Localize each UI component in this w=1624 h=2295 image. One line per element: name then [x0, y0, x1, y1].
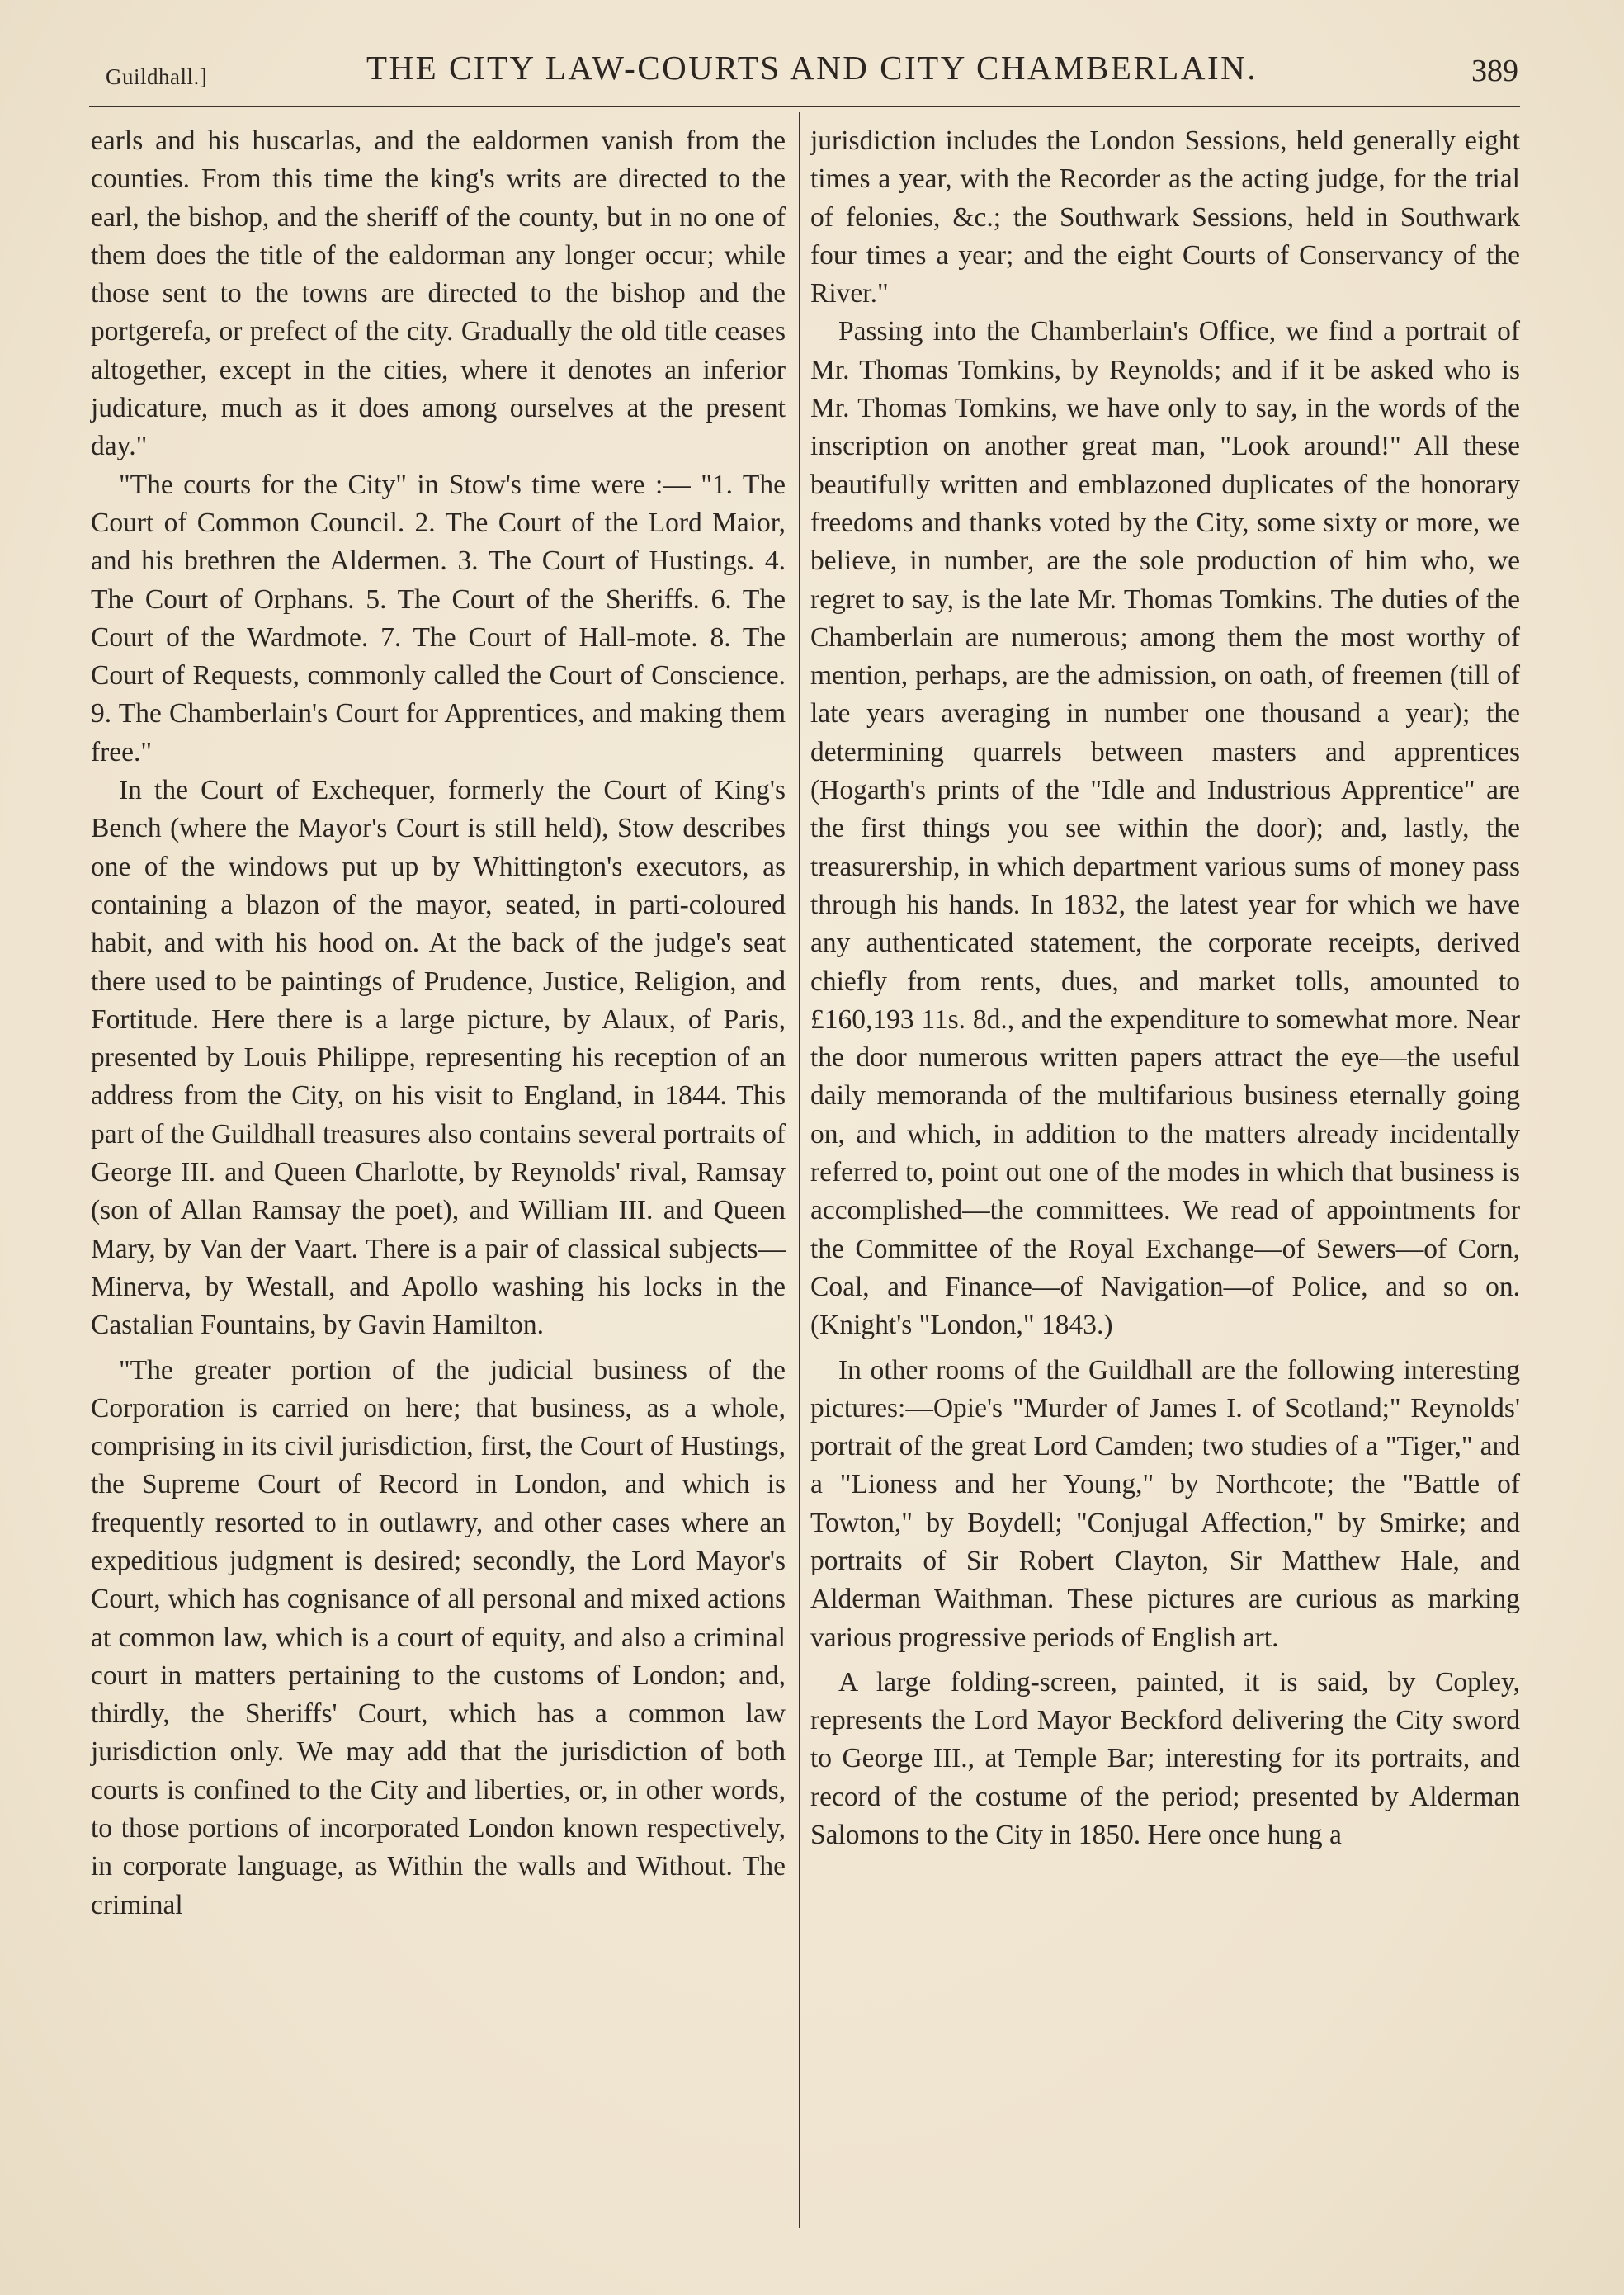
right-column	[810, 122, 1520, 1854]
paragraph: In other rooms of the Guildhall are the following interesting pictures:—Opie's "Murder of James I. of Scotland;" Reynolds' portrait of the great Lord Camden; two studies of a "Tiger," and a "Lioness and her Young," by Northcote; the "Battle of Towton," by Boydell; "Conjugal Affection," by Smirke; and portraits of Sir Robert Clayton, Sir Matthew Hale, and Alderman Waithman. These pictures are curious as marking various progressive periods of English art.	[810, 1354, 1520, 1653]
paragraph: "The greater portion of the judicial business of the Corporation is carried on here; that business, as a whole, comprising in its civil jurisdiction, first, the Court of Hustings, the Supreme Court of Record in London, and which is frequently resorted to in outlawry, and other cases where an expeditious judgment is desired; secondly, the Lord Mayor's Court, which has cognisance of all personal and mixed actions at common law, which is a court of equity, and also a criminal court in matters pertaining to the customs of London; and, thirdly, the Sheriffs' Court, which has a common law jurisdiction only. We may add that the jurisdiction of both courts is confined to the City and liberties, or, in other words, to those portions of incorporated London known respectively, in corporate language, as Within the walls and Without. The criminal	[91, 1354, 786, 1920]
paragraph: Passing into the Chamberlain's Office, we find a portrait of Mr. Thomas Tomkins, by Reynolds; and if it be asked who is Mr. Thomas Tomkins, we have only to say, in the words of the inscription on another great man, "Look around!" All these beautifully written and emblazoned duplicates of the honorary freedoms and thanks voted by the City, some sixty or more, we believe, in number, are the sole production of him who, we regret to say, is the late Mr. Thomas Tomkins. The duties of the Chamberlain are numerous; among them the most worthy of mention, perhaps, are the admission, on oath, of freemen (till of late years averaging in number one thousand a year); the determining quarrels between masters and apprentices (Hogarth's prints of the "Idle and Industrious Apprentice" are the first things you see within the door); and, lastly, the treasurership, in which department various sums of money pass through his hands. In 1832, the latest year for which we have any authenticated statement, the corporate receipts, derived chiefly from rents, dues, and market tolls, amounted to £160,193 11s. 8d., and the expenditure to somewhat more. Near the door numerous written papers attract the eye—the useful daily memoranda of the multifarious business eternally going on, and which, in addition to the matters already incidentally referred to, point out one of the modes in which that business is accomplished—the committees. We read of appointments for the Committee of the Royal Exchange—of Sewers—of Corn, Coal, and Finance—of Navigation—of Police, and so on. (Knight's "London," 1843.)	[810, 316, 1520, 1341]
header-rule	[89, 106, 1520, 107]
page-number: 389	[1471, 54, 1518, 88]
left-column	[91, 122, 786, 1924]
section-label: Guildhall.]	[106, 64, 208, 89]
running-head	[106, 48, 1518, 97]
paragraph: earls and his huscarlas, and the ealdormen vanish from the counties. From this time the king's writs are directed to the earl, the bishop, and the sheriff of the county, but in no one of them does the title of the ealdorman any longer occur; while those sent to the towns are directed to the bishop and the portgerefa, or prefect of the city. Gradually the old title ceases altogether, except in the cities, where it denotes an inferior judicature, much as it does among ourselves at the present day."	[91, 125, 786, 462]
page-title: THE CITY LAW-COURTS AND CITY CHAMBERLAIN.	[366, 49, 1258, 87]
paragraph: jurisdiction includes the London Sessions, held generally eight times a year, with the Recorder as the acting judge, for the trial of felonies, &c.; the Southwark Sessions, held in Southwark four times a year; and the eight Courts of Conservancy of the River."	[810, 125, 1520, 309]
paragraph: A large folding-screen, painted, it is said, by Copley, represents the Lord Mayor Beckford delivering the City sword to George III., at Temple Bar; interesting for its portraits, and record of the costume of the period; presented by Alderman Salomons to the City in 1850. Here once hung a	[810, 1666, 1520, 1851]
paragraph: "The courts for the City" in Stow's time were :— "1. The Court of Common Council. 2. The Court of the Lord Maior, and his brethren the Aldermen. 3. The Court of Hustings. 4. The Court of Orphans. 5. The Court of the Sheriffs. 6. The Court of the Wardmote. 7. The Court of Hall-mote. 8. The Court of Requests, commonly called the Court of Conscience. 9. The Chamberlain's Court for Apprentices, and making them free."	[91, 469, 786, 767]
paragraph: In the Court of Exchequer, formerly the Court of King's Bench (where the Mayor's Court is still held), Stow describes one of the windows put up by Whittington's executors, as containing a blazon of the mayor, seated, in parti-coloured habit, and with his hood on. At the back of the judge's seat there used to be paintings of Prudence, Justice, Religion, and Fortitude. Here there is a large picture, by Alaux, of Paris, presented by Louis Philippe, representing his reception of an address from the City, on his visit to England, in 1844. This part of the Guildhall treasures also contains several portraits of George III. and Queen Charlotte, by Reynolds' rival, Ramsay (son of Allan Ramsay the poet), and William III. and Queen Mary, by Van der Vaart. There is a pair of classical subjects—Minerva, by Westall, and Apollo washing his locks in the Castalian Fountains, by Gavin Hamilton.	[91, 775, 786, 1341]
column-divider	[799, 112, 800, 2228]
